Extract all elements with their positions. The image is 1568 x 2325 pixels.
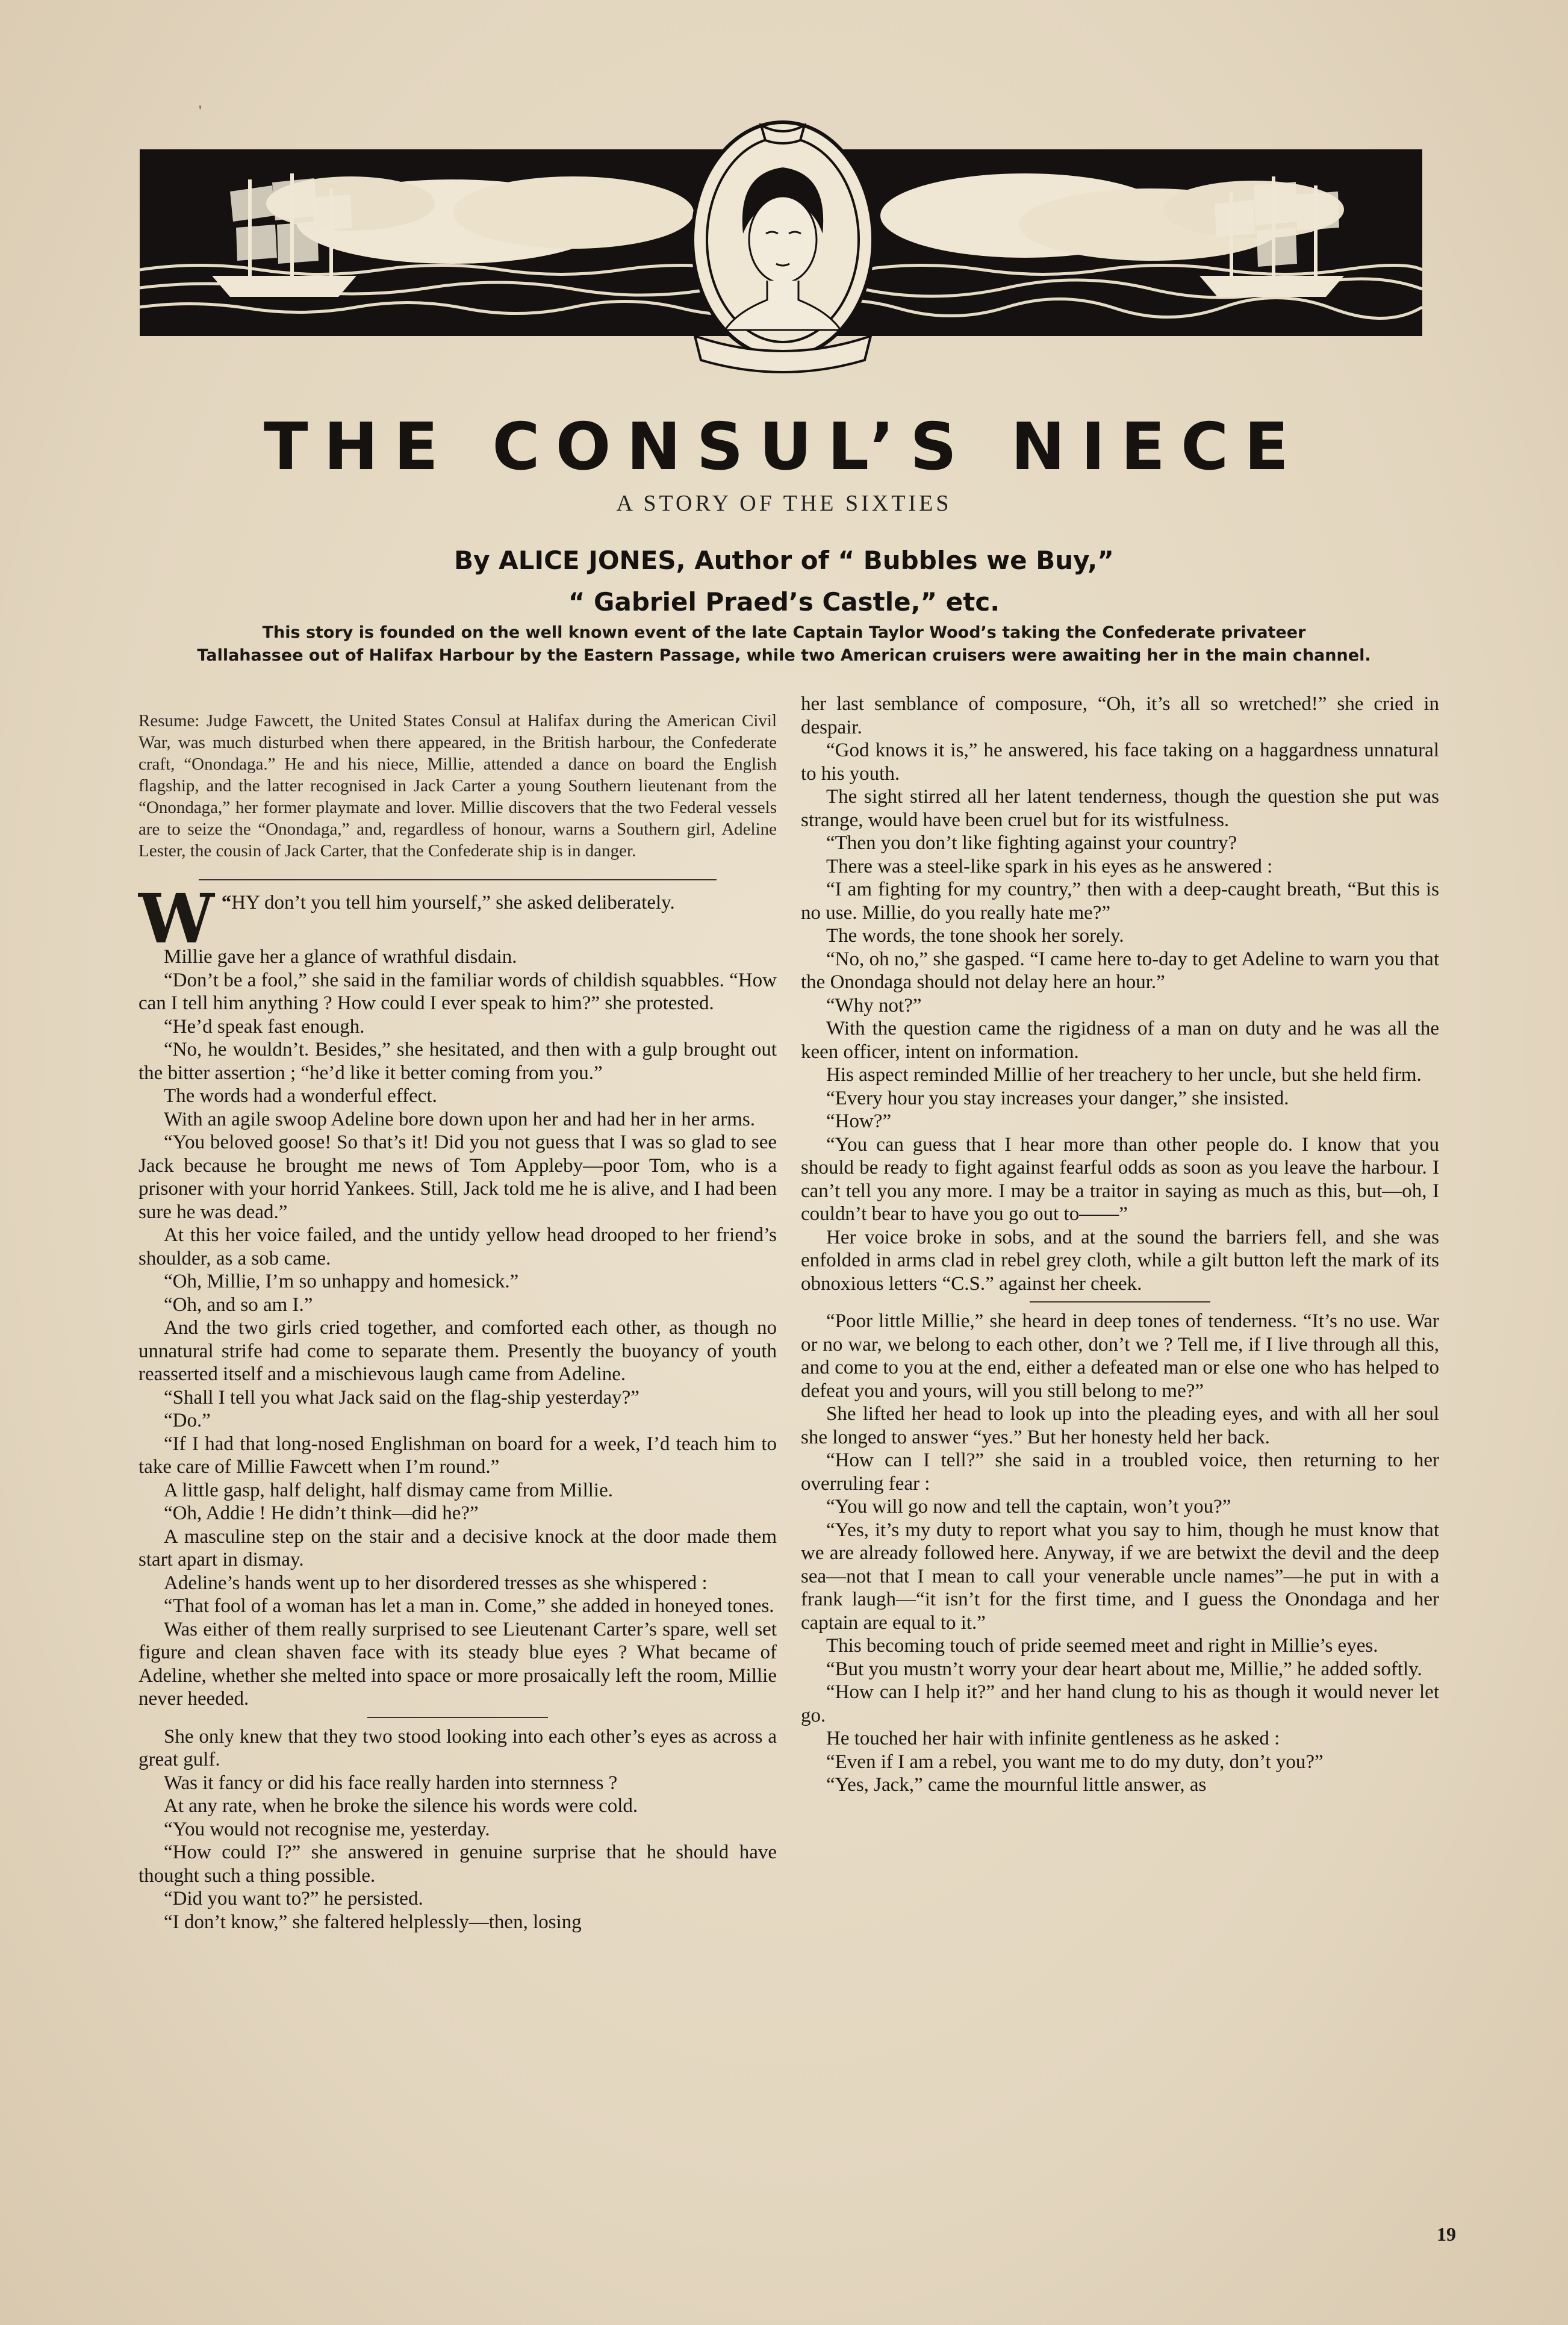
story-paragraph: “You will go now and tell the captain, won’t you?” xyxy=(826,1496,1231,1517)
intro-line: This story is founded on the well known event of the late Captain Taylor Wood’s taking the Confederate privateer xyxy=(262,623,1306,642)
story-paragraph: This becoming touch of pride seemed meet and right in Millie’s eyes. xyxy=(826,1635,1378,1657)
story-paragraph: “How can I help it?” and her hand clung to his as though it would never let go. xyxy=(801,1681,1439,1726)
intro-note xyxy=(120,621,1448,667)
story-paragraph: At this her voice failed, and the untidy yellow head drooped to her friend’s shoulder, as a sob came. xyxy=(138,1224,777,1269)
story-paragraph: “God knows it is,” he answered, his face taking on a haggardness unnatural to his youth. xyxy=(801,739,1439,785)
left-column xyxy=(138,693,777,1934)
divider xyxy=(199,879,717,880)
story-paragraph: her last semblance of composure, “Oh, it’s all so wretched!” she cried in despair. xyxy=(801,693,1439,738)
story-paragraph: “No, oh no,” she gasped. “I came here to-day to get Adeline to warn you that the Onondaga should not delay here an hour.” xyxy=(801,948,1439,993)
story-paragraph: He touched her hair with infinite gentleness as he asked : xyxy=(826,1728,1280,1749)
story-paragraph: “Oh, and so am I.” xyxy=(164,1293,313,1316)
story-paragraph: “No, he wouldn’t. Besides,” she hesitated, and then with a gulp brought out the bitter assertion ; “he’d like it better coming from you.” xyxy=(138,1039,777,1084)
byline-works: “ Gabriel Praed’s Castle,” etc. xyxy=(568,587,1000,617)
story-paragraph: Was either of them really surprised to see Lieutenant Carter’s spare, well set figure and clean shaven face with its steady blue eyes ? What became of Adeline, whether she melted into space or more prosaically left the room, Millie never heeded. xyxy=(138,1618,777,1710)
divider xyxy=(1030,1301,1210,1303)
byline: By ALICE JONES, Author of “ Bubbles we Buy,” xyxy=(454,546,1114,575)
left-paragraphs-continued xyxy=(138,1725,777,1934)
right-paragraphs-continued xyxy=(801,1310,1439,1797)
story-paragraph: The sight stirred all her latent tenderness, though the question she put was strange, would have been cruel but for its wistfulness. xyxy=(801,786,1439,831)
story-paragraph: “Why not?” xyxy=(826,994,922,1016)
intro-line: Tallahassee out of Halifax Harbour by the Eastern Passage, while two American cruisers were awaiting her in the main channel. xyxy=(197,646,1371,665)
story-paragraph: “I don’t know,” she faltered helplessly—then, losing xyxy=(164,1911,582,1933)
story-paragraph: His aspect reminded Millie of her treachery to her uncle, but she held firm. xyxy=(826,1064,1422,1086)
resume-summary: Resume: Judge Fawcett, the United States Consul at Halifax during the American Civil War, was much disturbed when there appeared, in the British harbour, the Confederate craft, “Onondaga.” He and his niece, Millie, attended a dance on board the English flagship, and the latter recognised in Jack Carter a young Southern lieutenant from the “Onondaga,” her former playmate and lover. Millie discovers that the two Federal vessels are to seize the “Onondaga,” and, regardless of honour, warns a Southern girl, Adeline Lester, the cousin of Jack Carter, that the Confederate ship is in danger. xyxy=(138,711,777,861)
story-paragraph: “But you mustn’t worry your dear heart about me, Millie,” he added softly. xyxy=(826,1658,1422,1680)
right-column xyxy=(801,693,1439,1797)
story-paragraph: “Poor little Millie,” she heard in deep tones of tenderness. “It’s no use. War or no war, we belong to each other, don’t we ? Tell me, if I live through all this, and come to you at the end, either a defeated man or else one who has helped to defeat you and yours, will you still belong to me?” xyxy=(801,1310,1439,1402)
story-paragraph: She lifted her head to look up into the pleading eyes, and with all her soul she longed to answer “yes.” But her honesty held her back. xyxy=(801,1403,1439,1448)
story-paragraph: A masculine step on the stair and a decisive knock at the door made them start apart in dismay. xyxy=(138,1525,777,1570)
story-paragraph: “Do.” xyxy=(164,1410,211,1431)
woman-portrait-medallion-icon xyxy=(689,119,877,384)
story-paragraph: “Oh, Millie, I’m so unhappy and homesick.” xyxy=(164,1271,519,1292)
story-paragraph: “He’d speak fast enough. xyxy=(164,1015,365,1038)
story-paragraph: Millie gave her a glance of wrathful disdain. xyxy=(164,946,517,968)
story-paragraph: And the two girls cried together, and comforted each other, as though no unnatural strife had come to separate them. Presently the buoyancy of youth reasserted itself and a mischievous laugh came from Adeline. xyxy=(138,1317,777,1385)
story-paragraph: “How can I tell?” she said in a troubled voice, then returning to her overruling fear : xyxy=(801,1449,1439,1495)
story-paragraph: Was it fancy or did his face really harden into sternness ? xyxy=(164,1772,618,1794)
story-paragraph: “Yes, Jack,” came the mournful little answer, as xyxy=(826,1774,1207,1796)
story-paragraph: “Don’t be a fool,” she said in the familiar words of childish squabbles. “How can I tell him anything ? How could I ever speak to him?” she protested. xyxy=(138,969,777,1014)
story-paragraph: “Then you don’t like fighting against your country? xyxy=(826,832,1237,854)
story-paragraph: “You beloved goose! So that’s it! Did you not guess that I was so glad to see Jack because he brought me news of Tom Appleby—poor Tom, who is a prisoner with your horrid Yankees. Still, Jack told me he is alive, and I had been sure he was dead.” xyxy=(138,1131,777,1223)
dropcap-quote: “ xyxy=(221,892,232,914)
story-paragraph: “Every hour you stay increases your danger,” she insisted. xyxy=(826,1087,1289,1109)
divider xyxy=(367,1717,548,1718)
story-paragraph: “That fool of a woman has let a man in. Come,” she added in honeyed tones. xyxy=(164,1595,774,1617)
story-paragraph: “Oh, Addie ! He didn’t think—did he?” xyxy=(164,1502,479,1524)
story-paragraph: “You can guess that I hear more than other people do. I know that you should be ready to fight against fearful odds as soon as you leave the harbour. I can’t tell you any more. I may be a traitor in saying as much as this, but—oh, I couldn’t bear to have you go out to——” xyxy=(801,1133,1439,1225)
story-paragraph: “How?” xyxy=(826,1110,892,1132)
right-paragraphs xyxy=(801,693,1439,1295)
story-paragraph: “Shall I tell you what Jack said on the flag-ship yesterday?” xyxy=(164,1386,639,1408)
story-paragraph: “Even if I am a rebel, you want me to do my duty, don’t you?” xyxy=(826,1751,1324,1773)
story-paragraph: “Yes, it’s my duty to report what you say to him, though he must know that we are already followed here. Anyway, if we are betwixt the devil and the deep sea—not that I mean to call your venerable uncle names”—he put in with a frank laugh—“it isn’t for the first time, and I guess the Onondaga and her captain are equal to it.” xyxy=(801,1519,1439,1634)
margin-mark: ' xyxy=(199,102,202,120)
left-paragraphs xyxy=(138,945,777,1711)
page-number: 19 xyxy=(1437,2223,1456,2245)
story-paragraph: There was a steel-like spark in his eyes as he answered : xyxy=(826,855,1273,877)
story-paragraph: “If I had that long-nosed Englishman on board for a week, I’d teach him to take care of Millie Fawcett when I’m round.” xyxy=(138,1433,777,1478)
story-paragraph: At any rate, when he broke the silence his words were cold. xyxy=(164,1795,638,1817)
story-paragraph: A little gasp, half delight, half dismay came from Millie. xyxy=(164,1479,613,1501)
story-paragraph: With the question came the rigidness of a man on duty and he was all the keen officer, intent on information. xyxy=(801,1018,1439,1063)
story-paragraph: “I am fighting for my country,” then with a deep-caught breath, “But this is no use. Millie, do you really hate me?” xyxy=(801,879,1439,924)
story-paragraph: “How could I?” she answered in genuine surprise that he should have thought such a thing possible. xyxy=(138,1841,777,1887)
article-subtitle: A STORY OF THE SIXTIES xyxy=(616,491,952,516)
article-title: THE CONSUL’S NIECE xyxy=(263,409,1305,485)
opening-text: HY don’t you tell him yourself,” she asked deliberately. xyxy=(231,892,675,914)
dropcap-letter: W xyxy=(138,880,214,959)
story-paragraph: “You would not recognise me, yesterday. xyxy=(164,1818,490,1840)
story-paragraph: The words had a wonderful effect. xyxy=(164,1085,437,1107)
story-paragraph: She only knew that they two stood looking into each other’s eyes as across a great gulf. xyxy=(138,1725,777,1770)
story-paragraph: “Did you want to?” he persisted. xyxy=(164,1888,423,1909)
story-paragraph: With an agile swoop Adeline bore down upon her and had her in her arms. xyxy=(164,1108,755,1130)
story-paragraph: Adeline’s hands went up to her disordered tresses as she whispered : xyxy=(164,1572,708,1594)
story-paragraph: The words, the tone shook her sorely. xyxy=(826,925,1124,947)
story-paragraph: Her voice broke in sobs, and at the sound the barriers fell, and she was enfolded in arms clad in rebel grey cloth, while a gilt button left the mark of its obnoxious letters “C.S.” against her cheek. xyxy=(801,1226,1439,1295)
